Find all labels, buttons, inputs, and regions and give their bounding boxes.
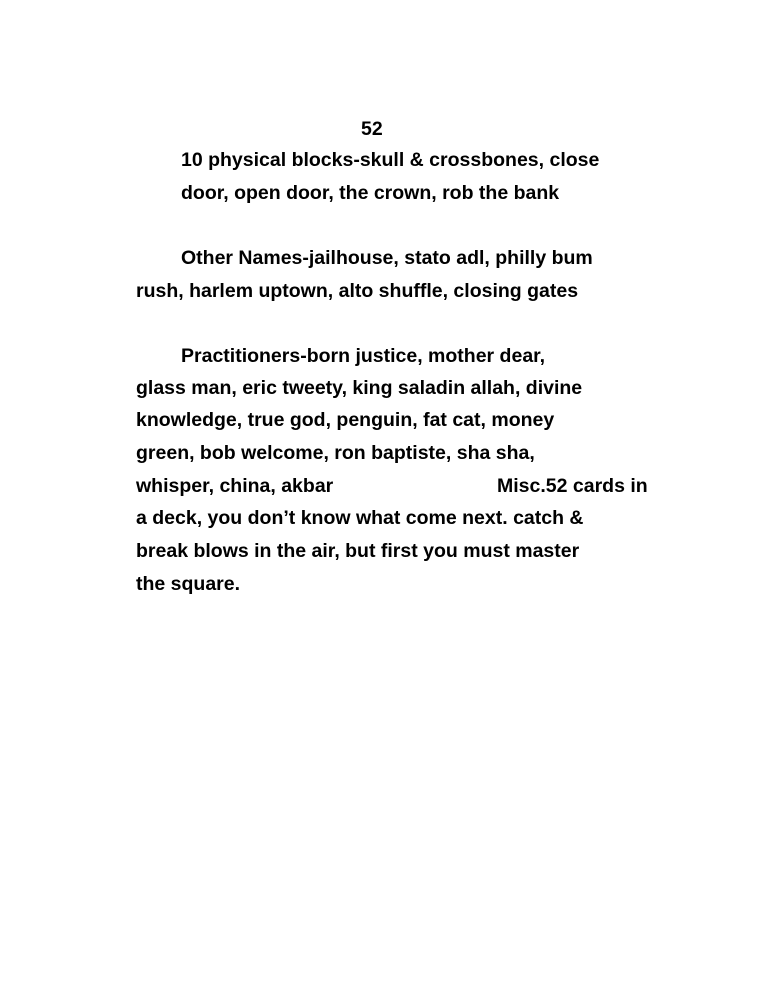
misc-line-4: the square. bbox=[136, 573, 241, 595]
practitioners-line-5: whisper, china, akbar bbox=[136, 475, 334, 497]
misc-line-3: break blows in the air, but first you must master bbox=[136, 540, 580, 562]
blocks-line-1: 10 physical blocks-skull & crossbones, close bbox=[181, 149, 600, 171]
misc-line-1: Misc.52 cards in bbox=[497, 475, 648, 497]
practitioners-line-3: knowledge, true god, penguin, fat cat, money bbox=[136, 409, 555, 431]
practitioners-line-1: Practitioners-born justice, mother dear, bbox=[181, 345, 546, 367]
other-names-line-1: Other Names-jailhouse, stato adl, philly bum bbox=[181, 247, 593, 269]
practitioners-line-4: green, bob welcome, ron baptiste, sha sha, bbox=[136, 442, 535, 464]
misc-line-2: a deck, you don’t know what come next. catch & bbox=[136, 507, 584, 529]
blocks-line-2: door, open door, the crown, rob the bank bbox=[181, 182, 560, 204]
page-number: 52 bbox=[361, 118, 383, 140]
other-names-line-2: rush, harlem uptown, alto shuffle, closing gates bbox=[136, 280, 579, 302]
practitioners-line-2: glass man, eric tweety, king saladin allah, divine bbox=[136, 377, 583, 399]
